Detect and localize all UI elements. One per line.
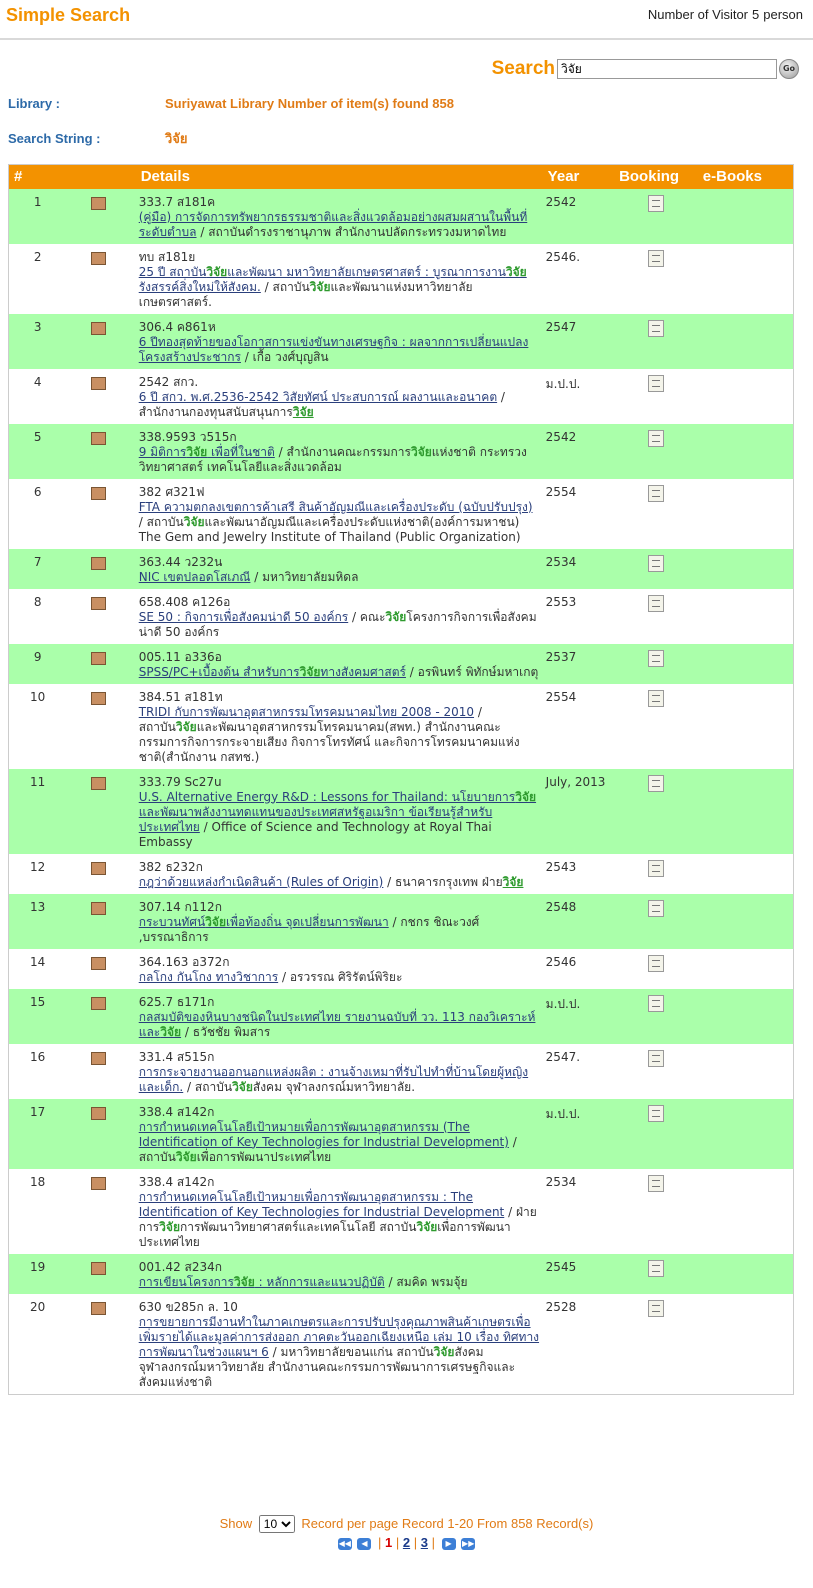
row-details [136, 854, 543, 894]
book-icon [91, 1052, 106, 1065]
book-icon [91, 597, 106, 610]
call-number: 382 ศ321ฟ [138, 484, 205, 499]
row-ebooks [698, 1044, 794, 1099]
call-number: 384.51 ส181ท [138, 689, 223, 704]
app-title: Simple Search [6, 5, 131, 25]
row-number: 1 [33, 194, 42, 209]
row-number: 20 [29, 1299, 46, 1314]
row-ebooks [698, 644, 794, 684]
call-number: 363.44 ว232น [138, 554, 223, 569]
search-input[interactable] [557, 59, 777, 79]
row-number: 9 [33, 649, 42, 664]
row-number: 3 [33, 319, 42, 334]
text-segment: เพื่อการพัฒนาประเทศไทย [196, 1149, 332, 1164]
search-term-highlight: วิจัย [160, 1024, 182, 1039]
text-segment: สังคม จุฬาลงกรณ์มหาวิทยาลัย สำนักงานคณะกรรมการพัฒนาการเศรษฐกิจและสังคมแห่งชาติ [138, 1344, 516, 1389]
show-label: Show [219, 1516, 253, 1531]
booking-icon[interactable] [648, 1105, 664, 1122]
row-ebooks [698, 1169, 794, 1254]
search-term-highlight: วิจัย [206, 264, 228, 279]
responsibility: / สำนักงานกองทุนสนับสนุนการ [138, 389, 505, 419]
responsibility: / เกื้อ วงศ์บุญสิน [240, 349, 329, 364]
record-summary: Record per page Record 1-20 From 858 Record(s) [301, 1516, 594, 1531]
table-row [9, 1254, 794, 1294]
row-number: 8 [33, 594, 42, 609]
book-icon [91, 197, 106, 210]
table-row [9, 424, 794, 479]
visitor-count: 5 [752, 7, 760, 22]
text-segment: การกำหนดเทคโนโลยีเป้าหมายเพื่อการพัฒนาอุตสาหกรรม (The Identification of Key Technologies for Industrial Development) [138, 1119, 509, 1149]
responsibility: / มหาวิทยาลัยขอนแก่น สถาบัน [268, 1344, 434, 1359]
row-ebooks [698, 424, 794, 479]
search-term-highlight: วิจัย [515, 789, 537, 804]
title-link[interactable] [139, 570, 251, 584]
table-row [9, 479, 794, 549]
row-year: ม.ป.ป. [545, 376, 581, 391]
row-number: 16 [29, 1049, 46, 1064]
responsibility: / คณะ [348, 609, 386, 624]
search-term-highlight: วิจัย [433, 1344, 455, 1359]
text-segment: การกระจายงานออกนอกแหล่งผลิต : งานจ้างเหมาที่รับไปทำที่บ้านโดยผู้หญิงและเด็ก. [138, 1064, 529, 1094]
title-link[interactable] [139, 1275, 385, 1289]
search-term-highlight: วิจัย [186, 444, 208, 459]
text-segment: เพื่อการพัฒนาประเทศไทย [138, 1219, 511, 1249]
call-number: 338.4 ส142ก [138, 1104, 215, 1119]
responsibility: / สถาบันดำรงราชานุภาพ สำนักงานปลัดกระทรวงมหาดไทย [196, 224, 507, 239]
visitor-unit: person [763, 7, 803, 22]
per-page-select[interactable] [259, 1515, 295, 1533]
search-term-highlight: วิจัย [232, 1079, 253, 1094]
table-row [9, 244, 794, 314]
text-segment: แห่งชาติ กระทรวงวิทยาศาสตร์ เทคโนโลยีและสิ่งแวดล้อม [138, 444, 527, 474]
text-segment: 6 ปีทองสุดท้ายของโอกาสการแข่งขันทางเศรษฐกิจ : ผลจากการเปลี่ยนแปลงโครงสร้างประชากร [138, 334, 529, 364]
row-details [136, 949, 543, 989]
row-details [136, 589, 543, 644]
row-year: 2543 [545, 859, 577, 874]
title-link[interactable] [139, 915, 389, 929]
visitor-label: Number of Visitor [647, 7, 749, 22]
pagination [0, 1535, 813, 1550]
search-term-highlight: วิจัย [159, 1219, 180, 1234]
booking-icon[interactable] [648, 375, 664, 392]
text-segment: SE 50 : กิจการเพื่อสังคมน่าดี 50 องค์กร [138, 609, 349, 624]
responsibility: / สถาบัน [138, 1134, 517, 1164]
title-link[interactable] [139, 970, 278, 984]
row-details [136, 1099, 543, 1169]
row-ebooks [698, 479, 794, 549]
call-number: 382 ธ232ก [138, 859, 203, 874]
call-number: 338.4 ส142ก [138, 1174, 215, 1189]
booking-icon[interactable] [648, 1260, 664, 1277]
title-link[interactable] [139, 1120, 509, 1149]
text-segment: NIC เขตปลอดโสเภณี [138, 569, 251, 584]
responsibility-cont [176, 1150, 331, 1164]
row-year: 2553 [545, 594, 577, 609]
row-year: ม.ป.ป. [545, 1106, 581, 1121]
library-info [8, 96, 454, 111]
text-segment: ทางสังคมศาสตร์ [320, 664, 406, 679]
search-string-label: Search String : [8, 131, 101, 146]
next-page-icon[interactable]: ▶ [442, 1538, 456, 1550]
table-row [9, 684, 794, 769]
row-year: 2534 [545, 554, 577, 569]
table-header [9, 165, 794, 189]
book-icon [91, 557, 106, 570]
top-bar [0, 0, 813, 40]
booking-icon[interactable] [648, 775, 664, 792]
text-segment: เพื่อท้องถิ่น จุดเปลี่ยนการพัฒนา [225, 914, 389, 929]
visitor-counter [644, 7, 803, 22]
go-button[interactable]: Go [779, 59, 799, 79]
page-link[interactable]: 2 [402, 1535, 411, 1550]
booking-icon[interactable] [648, 320, 664, 337]
row-ebooks [698, 1294, 794, 1395]
row-year: 2528 [545, 1299, 577, 1314]
search-term-highlight: วิจัย [416, 1219, 438, 1234]
book-icon [91, 432, 106, 445]
text-segment: การขยายการมีงานทำในภาคเกษตรและการปรับปรุงคุณภาพสินค้าเกษตรเพื่อเพิ่มรายได้และมูลค่าการส่งออก ภาคตะวันออกเฉียงเหนือ เล่ม 10 เรื่อง ทิศทางการพัฒนาในช่วงแผนฯ 6 [138, 1314, 540, 1359]
responsibility: / สถาบัน [138, 704, 482, 734]
row-details [136, 989, 543, 1044]
row-details [136, 769, 543, 854]
row-year: 2547 [545, 319, 577, 334]
responsibility: / สถาบัน [260, 279, 310, 294]
row-year: 2548 [545, 899, 577, 914]
row-year: ม.ป.ป. [545, 996, 581, 1011]
row-year: 2537 [545, 649, 577, 664]
table-row [9, 1044, 794, 1099]
row-ebooks [698, 949, 794, 989]
search-term-highlight: วิจัย [385, 609, 407, 624]
text-segment: FTA ความตกลงเขตการค้าเสรี สินค้าอัญมณีและเครื่องประดับ (ฉบับปรับปรุง) [138, 499, 533, 514]
book-icon [91, 692, 106, 705]
book-icon [91, 1262, 106, 1275]
responsibility-cont [139, 720, 520, 764]
row-number: 7 [33, 554, 42, 569]
booking-icon[interactable] [648, 860, 664, 877]
call-number: 630 ข285ก ล. 10 [138, 1299, 238, 1314]
first-page-icon[interactable]: ◀◀ [338, 1538, 351, 1548]
booking-icon[interactable] [648, 900, 664, 917]
row-number: 10 [29, 689, 46, 704]
col-details: Details [140, 168, 190, 186]
responsibility-cont [503, 875, 524, 889]
responsibility: / มหาวิทยาลัยมหิดล [250, 569, 359, 584]
book-icon [91, 862, 106, 875]
responsibility: / Office of Science and Technology at Royal Thai Embassy [138, 819, 492, 849]
text-segment: โครงการกิจการเพื่อสังคมน่าดี 50 องค์กร [138, 609, 537, 639]
text-segment: และพัฒนาพลังงานทดแทนของประเทศสหรัฐอเมริกา ข้อเรียนรู้สำหรับประเทศไทย [138, 804, 493, 834]
row-ebooks [698, 1099, 794, 1169]
search-term-highlight: วิจัย [175, 719, 197, 734]
responsibility: / สถาบัน [138, 514, 184, 529]
text-segment: การกำหนดเทคโนโลยีเป้าหมายเพื่อการพัฒนาอุตสาหกรรม : The Identification of Key Technologies for Industrial Development [138, 1189, 505, 1219]
row-year: 2542 [545, 194, 577, 209]
row-details [136, 369, 543, 424]
row-details [136, 1294, 543, 1395]
row-year: 2545 [545, 1259, 577, 1274]
row-year: 2546. [545, 249, 581, 264]
text-segment: สังคม จุฬาลงกรณ์มหาวิทยาลัย. [252, 1079, 416, 1094]
call-number: 2542 สกว. [138, 374, 199, 389]
table-row [9, 1099, 794, 1169]
call-number: 333.79 Sc27u [138, 774, 222, 789]
page-link[interactable]: 1 [385, 1535, 393, 1550]
row-ebooks [698, 369, 794, 424]
table-row [9, 1294, 794, 1395]
search-term-highlight: วิจัย [299, 664, 321, 679]
text-segment: และพัฒนา มหาวิทยาลัยเกษตรศาสตร์ : บูรณาการงาน [227, 264, 506, 279]
col-number: # [14, 168, 23, 186]
booking-icon[interactable] [648, 1175, 664, 1192]
table-row [9, 589, 794, 644]
row-year: 2542 [545, 429, 577, 444]
row-number: 5 [33, 429, 42, 444]
row-year: 2546 [545, 954, 577, 969]
row-details [136, 644, 543, 684]
row-details [136, 684, 543, 769]
responsibility: / ธวัชชัย พิมสาร [181, 1024, 271, 1039]
row-ebooks [698, 854, 794, 894]
text-segment: กฎว่าด้วยแหล่งกำเนิดสินค้า (Rules of Origin) [138, 874, 384, 889]
row-number: 4 [33, 374, 42, 389]
call-number: ทบ ส181ย [138, 249, 196, 264]
col-ebooks: e-Books [702, 168, 762, 186]
text-segment: การพัฒนาวิทยาศาสตร์และเทคโนโลยี สถาบัน [179, 1219, 417, 1234]
row-ebooks [698, 769, 794, 854]
responsibility: / สถาบัน [183, 1079, 233, 1094]
text-segment: กลโกง กันโกง ทางวิชาการ [138, 969, 279, 984]
col-year: Year [547, 168, 580, 186]
responsibility: / ฝ่ายการ [138, 1204, 537, 1234]
book-icon [91, 252, 106, 265]
title-link[interactable] [139, 500, 533, 514]
book-icon [91, 1302, 106, 1315]
responsibility-cont [139, 515, 521, 544]
search-term-highlight: วิจัย [410, 444, 432, 459]
row-year: 2554 [545, 484, 577, 499]
text-segment: TRIDI กับการพัฒนาอุตสาหกรรมโทรคมนาคมไทย 2008 - 2010 [138, 704, 475, 719]
call-number: 338.9593 ว515ก [138, 429, 237, 444]
title-link[interactable] [139, 875, 384, 889]
text-segment: และพัฒนาอุตสาหกรรมโทรคมนาคม(สพท.) สำนักงานคณะกรรมการกิจการกระจายเสียง กิจการโทรทัศน์ และกิจการโทรคมนาคมแห่งชาติ(สำนักงาน กสทช.) [138, 719, 520, 764]
prev-page-icon[interactable]: ◀ [357, 1538, 371, 1550]
row-ebooks [698, 244, 794, 314]
call-number: 333.7 ส181ค [138, 194, 216, 209]
table-row [9, 644, 794, 684]
table-row [9, 549, 794, 589]
row-details [136, 244, 543, 314]
row-number: 11 [29, 774, 46, 789]
search-bar [492, 58, 799, 80]
row-details [136, 479, 543, 549]
row-number: 6 [33, 484, 42, 499]
text-segment: และพัฒนาอัญมณีและเครื่องประดับแห่งชาติ(องค์การมหาชน) The Gem and Jewelry Institute of Thailand (Public Organization) [138, 514, 521, 544]
responsibility-cont [232, 1080, 415, 1094]
table-row [9, 189, 794, 244]
row-ebooks [698, 549, 794, 589]
table-row [9, 949, 794, 989]
text-segment: : หลักการและแนวปฏิบัติ [254, 1274, 385, 1289]
book-icon [91, 997, 106, 1010]
text-segment: 6 ปี สกว. พ.ศ.2536-2542 วิสัยทัศน์ ประสบการณ์ ผลงานและอนาคต [138, 389, 498, 404]
row-details [136, 314, 543, 369]
table-row [9, 314, 794, 369]
booking-icon[interactable] [648, 690, 664, 707]
row-details [136, 894, 543, 949]
responsibility: / สมคิด พรมจุ้ย [384, 1274, 468, 1289]
responsibility: / สำนักงานคณะกรรมการ [274, 444, 411, 459]
title-link[interactable] [139, 610, 348, 624]
col-booking: Booking [619, 168, 680, 186]
row-number: 14 [29, 954, 46, 969]
row-year: 2554 [545, 689, 577, 704]
row-number: 15 [29, 994, 46, 1009]
library-value: Suriyawat Library Number of item(s) found 858 [165, 96, 454, 111]
search-string-info [8, 128, 188, 149]
text-segment: กระบวนทัศน์ [138, 914, 206, 929]
title-link[interactable] [139, 665, 406, 679]
call-number: 306.4 ค861ห [138, 319, 216, 334]
book-icon [91, 652, 106, 665]
book-icon [91, 777, 106, 790]
call-number: 001.42 ส234ก [138, 1259, 223, 1274]
search-string-value: วิจัย [165, 131, 188, 146]
text-segment: SPSS/PC+เบื้องต้น สำหรับการ [138, 664, 300, 679]
row-number: 19 [29, 1259, 46, 1274]
row-year: July, 2013 [545, 774, 606, 789]
row-number: 18 [29, 1174, 46, 1189]
book-icon [91, 902, 106, 915]
responsibility: / อรพินทร์ พิทักษ์มหาเกตุ [405, 664, 539, 679]
booking-icon[interactable] [648, 955, 664, 972]
search-term-highlight: วิจัย [233, 1274, 255, 1289]
row-ebooks [698, 589, 794, 644]
row-details [136, 1254, 543, 1294]
text-segment: เพื่อที่ในชาติ [207, 444, 275, 459]
book-icon [91, 377, 106, 390]
search-term-highlight: วิจัย [205, 914, 226, 929]
search-term-highlight: วิจัย [502, 874, 524, 889]
search-term-highlight: วิจัย [505, 264, 527, 279]
row-details [136, 424, 543, 479]
text-segment: และพัฒนาแห่งมหาวิทยาลัยเกษตรศาสตร์. [138, 279, 473, 309]
title-link[interactable] [139, 390, 497, 404]
booking-icon[interactable] [648, 595, 664, 612]
call-number: 331.4 ส515ก [138, 1049, 215, 1064]
row-details [136, 189, 543, 244]
title-link[interactable] [139, 1190, 505, 1219]
pager-summary [0, 1515, 813, 1533]
booking-icon[interactable] [648, 485, 664, 502]
text-segment: U.S. Alternative Energy R&D : Lessons for Thailand: นโยบายการ [138, 789, 516, 804]
row-ebooks [698, 314, 794, 369]
text-segment: 25 ปี สถาบัน [138, 264, 207, 279]
last-page-icon[interactable]: ▶▶ [462, 1538, 475, 1548]
table-row [9, 894, 794, 949]
text-segment: การเขียนโครงการ [138, 1274, 234, 1289]
row-details [136, 1169, 543, 1254]
table-row [9, 769, 794, 854]
search-label: Search [491, 58, 555, 79]
book-icon [91, 1177, 106, 1190]
text-segment: 9 มิติการ [138, 444, 187, 459]
booking-icon[interactable] [648, 195, 664, 212]
results-table [8, 164, 794, 1395]
booking-icon[interactable] [648, 1300, 664, 1317]
search-term-highlight: วิจัย [292, 404, 314, 419]
booking-icon[interactable] [648, 250, 664, 267]
booking-icon[interactable] [648, 430, 664, 447]
book-icon [91, 487, 106, 500]
call-number: 658.408 ค126อ [138, 594, 231, 609]
title-link[interactable] [139, 445, 275, 459]
table-row [9, 1169, 794, 1254]
text-segment: กลสมบัติของหินบางชนิดในประเทศไทย รายงานฉบับที่ วว. 113 กองวิเคราะห์และ [138, 1009, 536, 1039]
table-row [9, 854, 794, 894]
row-year: 2547. [545, 1049, 581, 1064]
responsibility: / กชกร ชิณะวงศ์ ,บรรณาธิการ [138, 914, 480, 944]
library-label: Library : [8, 96, 61, 111]
call-number: 005.11 อ336อ [138, 649, 222, 664]
call-number: 364.163 อ372ก [138, 954, 230, 969]
responsibility-cont [293, 405, 314, 419]
row-ebooks [698, 684, 794, 769]
call-number: 625.7 ธ171ก [138, 994, 215, 1009]
row-number: 17 [29, 1104, 46, 1119]
row-ebooks [698, 189, 794, 244]
row-number: 2 [33, 249, 42, 264]
booking-icon[interactable] [648, 650, 664, 667]
row-details [136, 1044, 543, 1099]
table-row [9, 369, 794, 424]
booking-icon[interactable] [648, 555, 664, 572]
page-link[interactable]: 3 [420, 1535, 428, 1550]
table-row [9, 989, 794, 1044]
text-segment: (คู่มือ) การจัดการทรัพยากรธรรมชาติและสิ่งแวดล้อมอย่างผสมผสานในพื้นที่ระดับตำบล [138, 209, 528, 239]
book-icon [91, 322, 106, 335]
book-icon [91, 957, 106, 970]
row-details [136, 549, 543, 589]
search-term-highlight: วิจัย [175, 1149, 197, 1164]
col-icon [66, 165, 135, 189]
search-term-highlight: วิจัย [309, 279, 331, 294]
responsibility: / ธนาคารกรุงเทพ ฝ่าย [383, 874, 503, 889]
call-number: 307.14 ก112ก [138, 899, 222, 914]
search-term-highlight: วิจัย [183, 514, 205, 529]
row-ebooks [698, 989, 794, 1044]
title-link[interactable] [139, 705, 474, 719]
booking-icon[interactable] [648, 995, 664, 1012]
row-ebooks [698, 1254, 794, 1294]
row-ebooks [698, 894, 794, 949]
row-year: 2534 [545, 1174, 577, 1189]
responsibility: / อรวรรณ ศิริรัตน์พิริยะ [278, 969, 403, 984]
booking-icon[interactable] [648, 1050, 664, 1067]
book-icon [91, 1107, 106, 1120]
title-link[interactable] [139, 335, 529, 364]
row-number: 13 [29, 899, 46, 914]
responsibility-cont [139, 1220, 511, 1249]
text-segment: รังสรรค์สิ่งใหม่ให้สังคม. [138, 279, 261, 294]
page-numbers: | 1 | 2 | 3 | [378, 1535, 435, 1550]
row-number: 12 [29, 859, 46, 874]
